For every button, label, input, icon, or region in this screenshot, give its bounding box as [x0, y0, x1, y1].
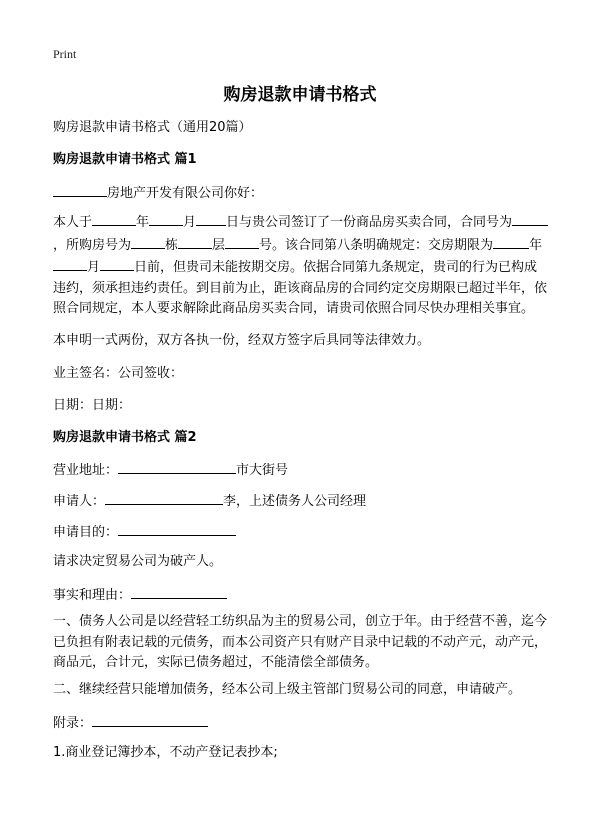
reason-paragraph-1: 一、债务人公司是以经营轻工纺织品为主的贸易公司，创立于年。由于经营不善，迄今已负担有附表记载的元债务，而本公司资产只有财产目录中记载的不动产元，动产元，商品元，合计元，实际已债务超过，不能清偿全部债务。	[53, 614, 548, 670]
applicant-label: 申请人：	[53, 494, 106, 509]
blank-facts	[131, 584, 227, 599]
addressee-line	[53, 182, 553, 204]
p1-text-5: ，所购房号为	[53, 237, 132, 253]
blank-purpose	[118, 521, 236, 536]
p1-text-8: 号。该合同第八条明确规定：交房期限为	[259, 237, 494, 253]
signature-line: 业主签名：公司签收：	[53, 366, 184, 381]
purpose-line	[53, 521, 553, 543]
blank-deadline-day	[100, 256, 134, 271]
attachment-line	[53, 712, 553, 734]
blank-attachment	[92, 712, 208, 727]
address-line	[53, 459, 553, 481]
p1-text-1: 本人于	[53, 215, 93, 230]
facts-label	[53, 584, 553, 606]
section1-heading: 购房退款申请书格式 篇1	[53, 152, 197, 167]
blank-building	[131, 234, 165, 249]
blank-company-name	[53, 182, 107, 197]
p1-text-11: 日前，但贵司未能按期交房。依据合同第九条规定，贵司的行为已构成违约，须承担违约责任。到目前为止，距该商品房的合同约定交房期限已超过半年，依照合同规定，本人要求解除此商品房买卖合同，请贵司依照合同尽快办理相关事宜。	[53, 260, 548, 316]
blank-deadline-year	[493, 234, 529, 249]
p1-text-3: 月	[183, 215, 197, 230]
request-line: 请求决定贸易公司为破产人。	[53, 554, 223, 569]
blank-floor	[178, 234, 212, 249]
p1-text-2: 年	[136, 215, 150, 230]
print-link[interactable]: Print	[53, 47, 77, 61]
applicant-line	[53, 490, 553, 512]
p1-text-10: 月	[87, 260, 101, 275]
blank-day	[196, 211, 226, 226]
blank-year	[92, 211, 136, 226]
purpose-label: 申请目的：	[53, 525, 119, 540]
p1-text-6: 栋	[165, 237, 179, 253]
blank-address	[118, 459, 236, 474]
p1-text-7: 层	[212, 237, 226, 253]
blank-applicant	[105, 490, 223, 505]
reason-paragraph-2: 二、继续经营只能增加债务，经本公司上级主管部门贸易公司的同意，申请破产。	[53, 682, 522, 697]
document-subtitle: 购房退款申请书格式（通用20篇）	[53, 120, 252, 135]
p1-text-4: 日与贵公司签订了一份商品房买卖合同，合同号为	[226, 215, 513, 230]
document-title: 购房退款申请书格式	[223, 85, 377, 105]
attachment-item-1: 1.商业登记簿抄本，不动产登记表抄本;	[53, 745, 278, 760]
section2-heading: 购房退款申请书格式 篇2	[53, 430, 197, 445]
date-line: 日期：日期：	[53, 398, 132, 413]
address-label: 营业地址：	[53, 463, 119, 478]
section1-paragraph1	[53, 211, 549, 320]
facts-label-text: 事实和理由：	[53, 588, 132, 603]
section1-paragraph2: 本申明一式两份，双方各执一份，经双方签字后具同等法律效力。	[53, 333, 431, 348]
blank-room	[225, 234, 259, 249]
blank-deadline-month	[53, 256, 87, 271]
blank-month	[149, 211, 183, 226]
address-suffix: 市大街号	[236, 463, 289, 478]
attachment-label: 附录：	[53, 716, 93, 731]
applicant-suffix: 李，上述债务人公司经理	[223, 494, 367, 509]
addressee-suffix: 房地产开发有限公司你好：	[107, 186, 264, 201]
blank-contract-number	[512, 211, 548, 226]
p1-text-9: 年	[529, 237, 543, 253]
